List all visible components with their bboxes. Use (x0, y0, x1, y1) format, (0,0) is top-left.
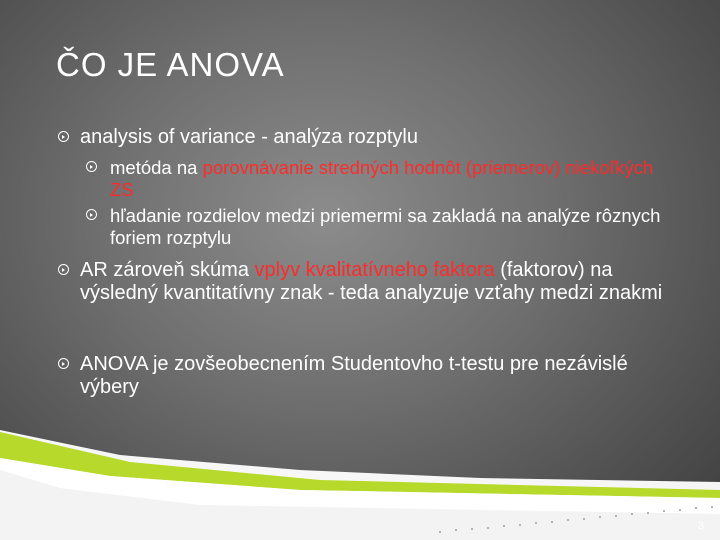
bullet-text: analysis of variance - analýza rozptylu (80, 126, 418, 148)
slide-title: ČO JE ANOVA (56, 46, 285, 83)
circled-arrow-icon (86, 161, 97, 172)
slide-content (56, 126, 666, 407)
highlighted-text: porovnávanie stredných hodnôt (priemerov) niekoľkých ZS (110, 157, 654, 200)
circled-arrow-icon (58, 131, 69, 142)
page-number: 3 (697, 520, 704, 532)
bullet-item-anova-definition (56, 126, 666, 149)
sub-bullet-item-method (56, 157, 666, 201)
sub-bullet-text: metóda na (110, 157, 203, 178)
circled-arrow-icon (58, 358, 69, 369)
highlighted-text: vplyv kvalitatívneho faktora (254, 259, 495, 281)
bullet-text: ANOVA je zovšeobecnením Studentovho t-testu pre nezávislé výbery (80, 353, 628, 398)
bullet-item-ttest (56, 353, 666, 399)
bullet-item-ar (56, 259, 666, 305)
sub-bullet-text: hľadanie rozdielov medzi priemermi sa zakladá na analýze rôznych foriem rozptylu (110, 205, 661, 248)
bullet-text-continued: (faktorov) na výsledný kvantitatívny znak - teda analyzuje vzťahy medzi znakmi (80, 259, 663, 304)
circled-arrow-icon (58, 264, 69, 275)
bullet-text: AR zároveň skúma (80, 259, 255, 281)
circled-arrow-icon (86, 209, 97, 220)
sub-bullet-item-differences (56, 205, 666, 249)
